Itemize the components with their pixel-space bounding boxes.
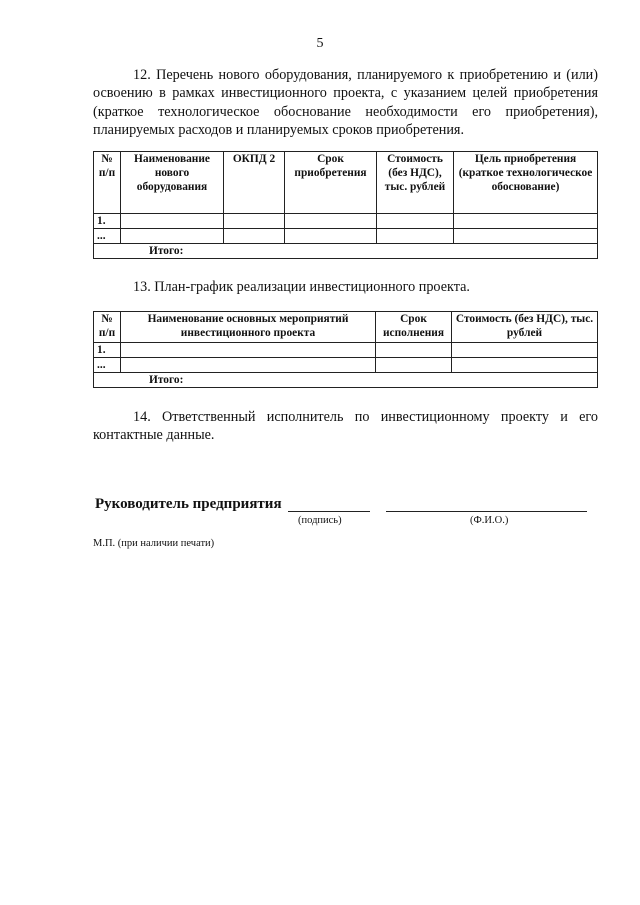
header-okpd2: ОКПД 2 — [224, 152, 285, 214]
section-14-text: 14. Ответственный исполнитель по инвестиционному проекту и его контактные данные. — [93, 409, 598, 444]
header-cost: Стоимость (без НДС), тыс. рублей — [452, 312, 598, 343]
section-12-text: Перечень нового оборудования, планируемого к приобретению и (или) освоению в рамках инвестиционного проекта, с указанием целей приобретения (краткое технологическое обоснование необходимости его приобретения), планируемых расходов и планируемых сроков приобретения. — [93, 67, 598, 138]
header-purpose: Цель приобретения (краткое технологическое обоснование) — [454, 152, 598, 214]
table-cell — [121, 229, 224, 244]
section-13-heading: 13. План-график реализации инвестиционного проекта. — [133, 279, 470, 295]
header-equipment-name: Наименование нового оборудования — [121, 152, 224, 214]
row-number: 1. — [94, 343, 121, 358]
table-cell — [121, 214, 224, 229]
row-number: ... — [94, 358, 121, 373]
table-cell — [376, 358, 452, 373]
row-number: ... — [94, 229, 121, 244]
director-signature-label: Руководитель предприятия — [95, 496, 282, 512]
table-cell — [376, 343, 452, 358]
table-cell — [452, 358, 598, 373]
section-14-paragraph — [93, 408, 598, 445]
full-name-caption: (Ф.И.О.) — [470, 515, 509, 526]
header-activities: Наименование основных мероприятий инвестиционного проекта — [121, 312, 376, 343]
total-label: Итого: — [94, 373, 598, 388]
signature-line — [288, 511, 370, 512]
row-number: 1. — [94, 214, 121, 229]
header-number: № п/п — [94, 152, 121, 214]
table-row — [94, 229, 598, 244]
header-execution-term: Срок исполнения — [376, 312, 452, 343]
table-cell — [454, 214, 598, 229]
table-cell — [121, 343, 376, 358]
table-cell — [452, 343, 598, 358]
header-purchase-term: Срок приобретения — [285, 152, 377, 214]
stamp-note: М.П. (при наличии печати) — [93, 538, 215, 549]
table-cell — [377, 214, 454, 229]
table-row — [94, 214, 598, 229]
table-row — [94, 358, 598, 373]
table-cell — [285, 214, 377, 229]
section-12-paragraph — [93, 66, 598, 139]
table-cell — [224, 229, 285, 244]
signature-caption: (подпись) — [298, 515, 342, 526]
page-number: 5 — [316, 36, 324, 51]
table-row — [94, 343, 598, 358]
equipment-table-header-row — [94, 152, 598, 214]
section-12-number: 12. — [133, 67, 151, 83]
table-total-row — [94, 373, 598, 388]
table-cell — [224, 214, 285, 229]
total-label: Итого: — [94, 244, 598, 259]
header-cost: Стоимость (без НДС), тыс. рублей — [377, 152, 454, 214]
table-total-row — [94, 244, 598, 259]
table-cell — [285, 229, 377, 244]
table-cell — [454, 229, 598, 244]
table-cell — [377, 229, 454, 244]
equipment-table — [93, 151, 598, 259]
schedule-table-header-row — [94, 312, 598, 343]
full-name-line — [386, 511, 587, 512]
header-number: № п/п — [94, 312, 121, 343]
table-cell — [121, 358, 376, 373]
implementation-schedule-table — [93, 311, 598, 388]
